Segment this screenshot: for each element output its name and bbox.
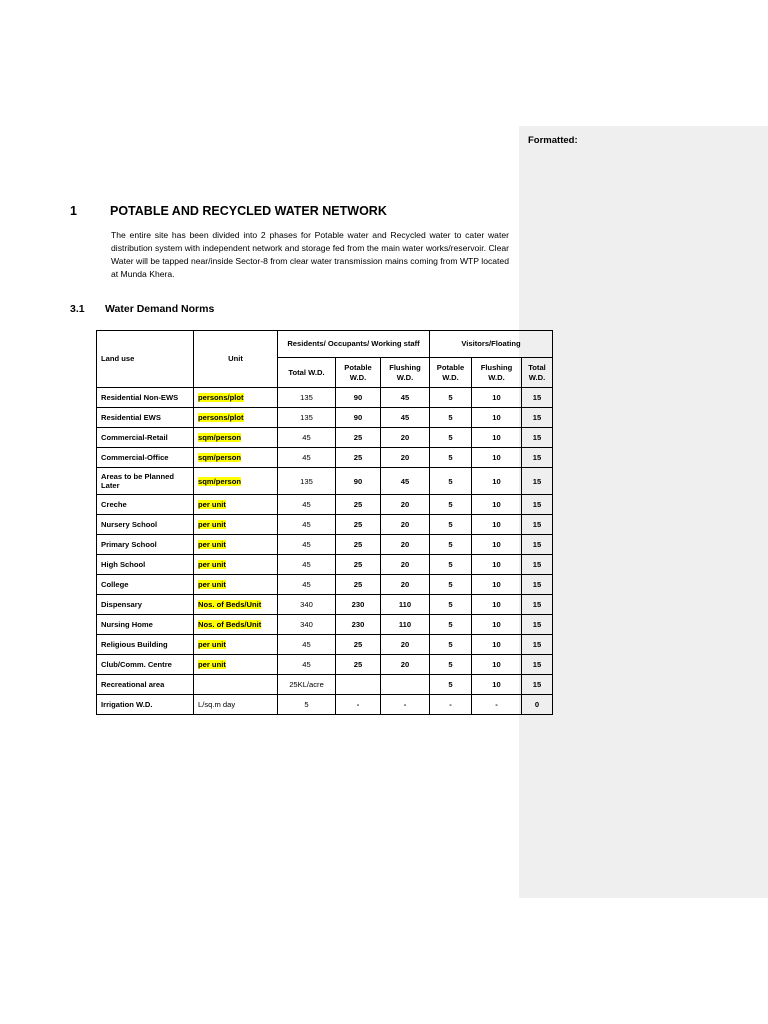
cell-visitors-total-wd: 15 — [522, 655, 553, 675]
unit-highlight: sqm/person — [198, 453, 242, 462]
section-number: 1 — [70, 204, 77, 218]
cell-total-wd: 45 — [278, 495, 336, 515]
cell-land-use: Commercial-Office — [97, 448, 194, 468]
header-visitors-group: Visitors/Floating — [430, 331, 553, 358]
cell-visitors-potable-wd: 5 — [430, 428, 472, 448]
unit-highlight: per unit — [198, 640, 226, 649]
header-visitors-potable-wd: Potable W.D. — [430, 358, 472, 388]
cell-unit — [194, 575, 278, 595]
cell-visitors-flushing-wd: 10 — [472, 468, 522, 495]
table-row — [97, 575, 553, 595]
cell-visitors-potable-wd: 5 — [430, 515, 472, 535]
cell-visitors-total-wd: 15 — [522, 448, 553, 468]
cell-visitors-potable-wd: 5 — [430, 555, 472, 575]
cell-unit — [194, 428, 278, 448]
cell-visitors-potable-wd: 5 — [430, 595, 472, 615]
cell-visitors-flushing-wd: 10 — [472, 595, 522, 615]
cell-total-wd: 340 — [278, 615, 336, 635]
cell-flushing-wd: 20 — [381, 575, 430, 595]
cell-visitors-potable-wd: 5 — [430, 655, 472, 675]
cell-visitors-potable-wd: 5 — [430, 535, 472, 555]
cell-flushing-wd: 45 — [381, 388, 430, 408]
cell-visitors-potable-wd: 5 — [430, 675, 472, 695]
cell-land-use: Irrigation W.D. — [97, 695, 194, 715]
table-row — [97, 555, 553, 575]
cell-potable-wd: 25 — [336, 515, 381, 535]
table-row — [97, 428, 553, 448]
cell-visitors-potable-wd: - — [430, 695, 472, 715]
cell-potable-wd: 90 — [336, 388, 381, 408]
cell-visitors-flushing-wd: 10 — [472, 388, 522, 408]
cell-visitors-total-wd: 15 — [522, 635, 553, 655]
header-total-wd: Total W.D. — [278, 358, 336, 388]
cell-unit — [194, 468, 278, 495]
header-land-use: Land use — [97, 331, 194, 388]
table-row — [97, 408, 553, 428]
cell-flushing-wd: 45 — [381, 468, 430, 495]
unit-highlight: sqm/person — [198, 433, 242, 442]
cell-total-wd: 45 — [278, 635, 336, 655]
comment-pane — [519, 126, 768, 898]
table-row — [97, 388, 553, 408]
cell-visitors-total-wd: 15 — [522, 408, 553, 428]
unit-highlight: per unit — [198, 520, 226, 529]
cell-visitors-potable-wd: 5 — [430, 635, 472, 655]
cell-visitors-flushing-wd: 10 — [472, 655, 522, 675]
cell-total-wd: 45 — [278, 515, 336, 535]
unit-highlight: Nos. of Beds/Unit — [198, 600, 262, 609]
cell-visitors-flushing-wd: 10 — [472, 635, 522, 655]
header-flushing-wd: Flushing W.D. — [381, 358, 430, 388]
cell-potable-wd: 230 — [336, 595, 381, 615]
cell-unit — [194, 515, 278, 535]
cell-visitors-total-wd: 15 — [522, 428, 553, 448]
cell-total-wd: 135 — [278, 388, 336, 408]
unit-highlight: Nos. of Beds/Unit — [198, 620, 262, 629]
cell-land-use: High School — [97, 555, 194, 575]
cell-total-wd: 135 — [278, 468, 336, 495]
cell-total-wd: 45 — [278, 655, 336, 675]
cell-land-use: Club/Comm. Centre — [97, 655, 194, 675]
cell-potable-wd — [336, 675, 381, 695]
cell-visitors-total-wd: 15 — [522, 675, 553, 695]
cell-total-wd: 45 — [278, 575, 336, 595]
cell-visitors-total-wd: 15 — [522, 515, 553, 535]
cell-visitors-potable-wd: 5 — [430, 448, 472, 468]
cell-land-use: Recreational area — [97, 675, 194, 695]
table-row — [97, 448, 553, 468]
unit-highlight: per unit — [198, 540, 226, 549]
cell-potable-wd: 25 — [336, 635, 381, 655]
cell-visitors-flushing-wd: 10 — [472, 515, 522, 535]
cell-unit — [194, 675, 278, 695]
cell-visitors-flushing-wd: 10 — [472, 555, 522, 575]
table-row — [97, 615, 553, 635]
header-residents-group: Residents/ Occupants/ Working staff — [278, 331, 430, 358]
cell-potable-wd: - — [336, 695, 381, 715]
cell-total-wd: 340 — [278, 595, 336, 615]
cell-flushing-wd: 20 — [381, 535, 430, 555]
subsection-number: 3.1 — [70, 303, 85, 315]
cell-land-use: College — [97, 575, 194, 595]
cell-total-wd: 45 — [278, 428, 336, 448]
table-row — [97, 635, 553, 655]
cell-flushing-wd: 20 — [381, 448, 430, 468]
cell-visitors-total-wd: 15 — [522, 555, 553, 575]
cell-unit — [194, 635, 278, 655]
table-row — [97, 655, 553, 675]
header-potable-wd: Potable W.D. — [336, 358, 381, 388]
cell-land-use: Dispensary — [97, 595, 194, 615]
cell-unit — [194, 595, 278, 615]
table-row — [97, 675, 553, 695]
unit-highlight: per unit — [198, 580, 226, 589]
cell-land-use: Residential EWS — [97, 408, 194, 428]
cell-flushing-wd: - — [381, 695, 430, 715]
cell-visitors-flushing-wd: 10 — [472, 495, 522, 515]
cell-potable-wd: 25 — [336, 575, 381, 595]
cell-unit — [194, 535, 278, 555]
cell-total-wd: 45 — [278, 535, 336, 555]
cell-potable-wd: 25 — [336, 555, 381, 575]
cell-land-use: Residential Non-EWS — [97, 388, 194, 408]
cell-potable-wd: 25 — [336, 535, 381, 555]
cell-land-use: Religious Building — [97, 635, 194, 655]
cell-total-wd: 45 — [278, 555, 336, 575]
cell-unit: L/sq.m day — [194, 695, 278, 715]
table-row — [97, 595, 553, 615]
cell-land-use: Nursing Home — [97, 615, 194, 635]
cell-visitors-flushing-wd: 10 — [472, 535, 522, 555]
subsection-title: Water Demand Norms — [105, 303, 215, 315]
cell-unit — [194, 555, 278, 575]
cell-visitors-flushing-wd: 10 — [472, 575, 522, 595]
cell-visitors-total-wd: 15 — [522, 575, 553, 595]
unit-highlight: per unit — [198, 660, 226, 669]
cell-unit — [194, 655, 278, 675]
section-title: POTABLE AND RECYCLED WATER NETWORK — [110, 204, 387, 218]
cell-unit — [194, 448, 278, 468]
cell-visitors-potable-wd: 5 — [430, 468, 472, 495]
cell-visitors-total-wd: 0 — [522, 695, 553, 715]
cell-visitors-flushing-wd: - — [472, 695, 522, 715]
cell-visitors-total-wd: 15 — [522, 615, 553, 635]
table-row — [97, 468, 553, 495]
cell-visitors-total-wd: 15 — [522, 495, 553, 515]
cell-total-wd: 135 — [278, 408, 336, 428]
unit-highlight: sqm/person — [198, 476, 242, 486]
subsection-heading — [70, 303, 214, 315]
cell-visitors-flushing-wd: 10 — [472, 408, 522, 428]
cell-unit — [194, 408, 278, 428]
header-unit: Unit — [194, 331, 278, 388]
cell-flushing-wd: 20 — [381, 655, 430, 675]
unit-highlight: persons/plot — [198, 393, 244, 402]
cell-visitors-potable-wd: 5 — [430, 575, 472, 595]
cell-potable-wd: 25 — [336, 428, 381, 448]
cell-visitors-flushing-wd: 10 — [472, 428, 522, 448]
cell-land-use: Primary School — [97, 535, 194, 555]
cell-flushing-wd: 20 — [381, 515, 430, 535]
cell-potable-wd: 25 — [336, 495, 381, 515]
cell-visitors-potable-wd: 5 — [430, 388, 472, 408]
cell-land-use: Nursery School — [97, 515, 194, 535]
cell-unit — [194, 495, 278, 515]
unit-highlight: per unit — [198, 500, 226, 509]
cell-flushing-wd: 20 — [381, 635, 430, 655]
cell-land-use: Commercial-Retail — [97, 428, 194, 448]
cell-unit — [194, 388, 278, 408]
cell-land-use: Creche — [97, 495, 194, 515]
cell-total-wd: 5 — [278, 695, 336, 715]
section-paragraph: The entire site has been divided into 2 phases for Potable water and Recycled water to cater water distribution system with independent network and storage fed from the main water works/reservoir. Clear Water will be tapped near/inside Sector-8 from clear water transmission mains coming from WTP located at Munda Khera. — [111, 230, 509, 279]
comment-pane-label: Formatted: — [528, 135, 578, 146]
cell-visitors-flushing-wd: 10 — [472, 675, 522, 695]
cell-potable-wd: 90 — [336, 408, 381, 428]
cell-flushing-wd: 20 — [381, 428, 430, 448]
cell-visitors-total-wd: 15 — [522, 468, 553, 495]
table-row — [97, 695, 553, 715]
water-demand-table — [96, 330, 553, 715]
header-visitors-flushing-wd: Flushing W.D. — [472, 358, 522, 388]
cell-visitors-potable-wd: 5 — [430, 495, 472, 515]
unit-highlight: persons/plot — [198, 413, 244, 422]
cell-unit — [194, 615, 278, 635]
cell-flushing-wd: 45 — [381, 408, 430, 428]
cell-visitors-potable-wd: 5 — [430, 408, 472, 428]
cell-visitors-total-wd: 15 — [522, 535, 553, 555]
cell-potable-wd: 230 — [336, 615, 381, 635]
cell-visitors-flushing-wd: 10 — [472, 448, 522, 468]
cell-flushing-wd: 110 — [381, 595, 430, 615]
cell-potable-wd: 25 — [336, 655, 381, 675]
cell-potable-wd: 90 — [336, 468, 381, 495]
cell-visitors-flushing-wd: 10 — [472, 615, 522, 635]
cell-flushing-wd — [381, 675, 430, 695]
cell-total-wd: 25KL/acre — [278, 675, 336, 695]
section-heading — [70, 204, 387, 218]
cell-flushing-wd: 110 — [381, 615, 430, 635]
table-row — [97, 515, 553, 535]
cell-total-wd: 45 — [278, 448, 336, 468]
unit-highlight: per unit — [198, 560, 226, 569]
cell-visitors-total-wd: 15 — [522, 388, 553, 408]
cell-visitors-potable-wd: 5 — [430, 615, 472, 635]
header-visitors-total-wd: Total W.D. — [522, 358, 553, 388]
table-row — [97, 535, 553, 555]
cell-visitors-total-wd: 15 — [522, 595, 553, 615]
cell-flushing-wd: 20 — [381, 495, 430, 515]
table-row — [97, 495, 553, 515]
table-body — [97, 388, 553, 715]
cell-land-use: Areas to be Planned Later — [97, 468, 194, 495]
cell-potable-wd: 25 — [336, 448, 381, 468]
cell-flushing-wd: 20 — [381, 555, 430, 575]
